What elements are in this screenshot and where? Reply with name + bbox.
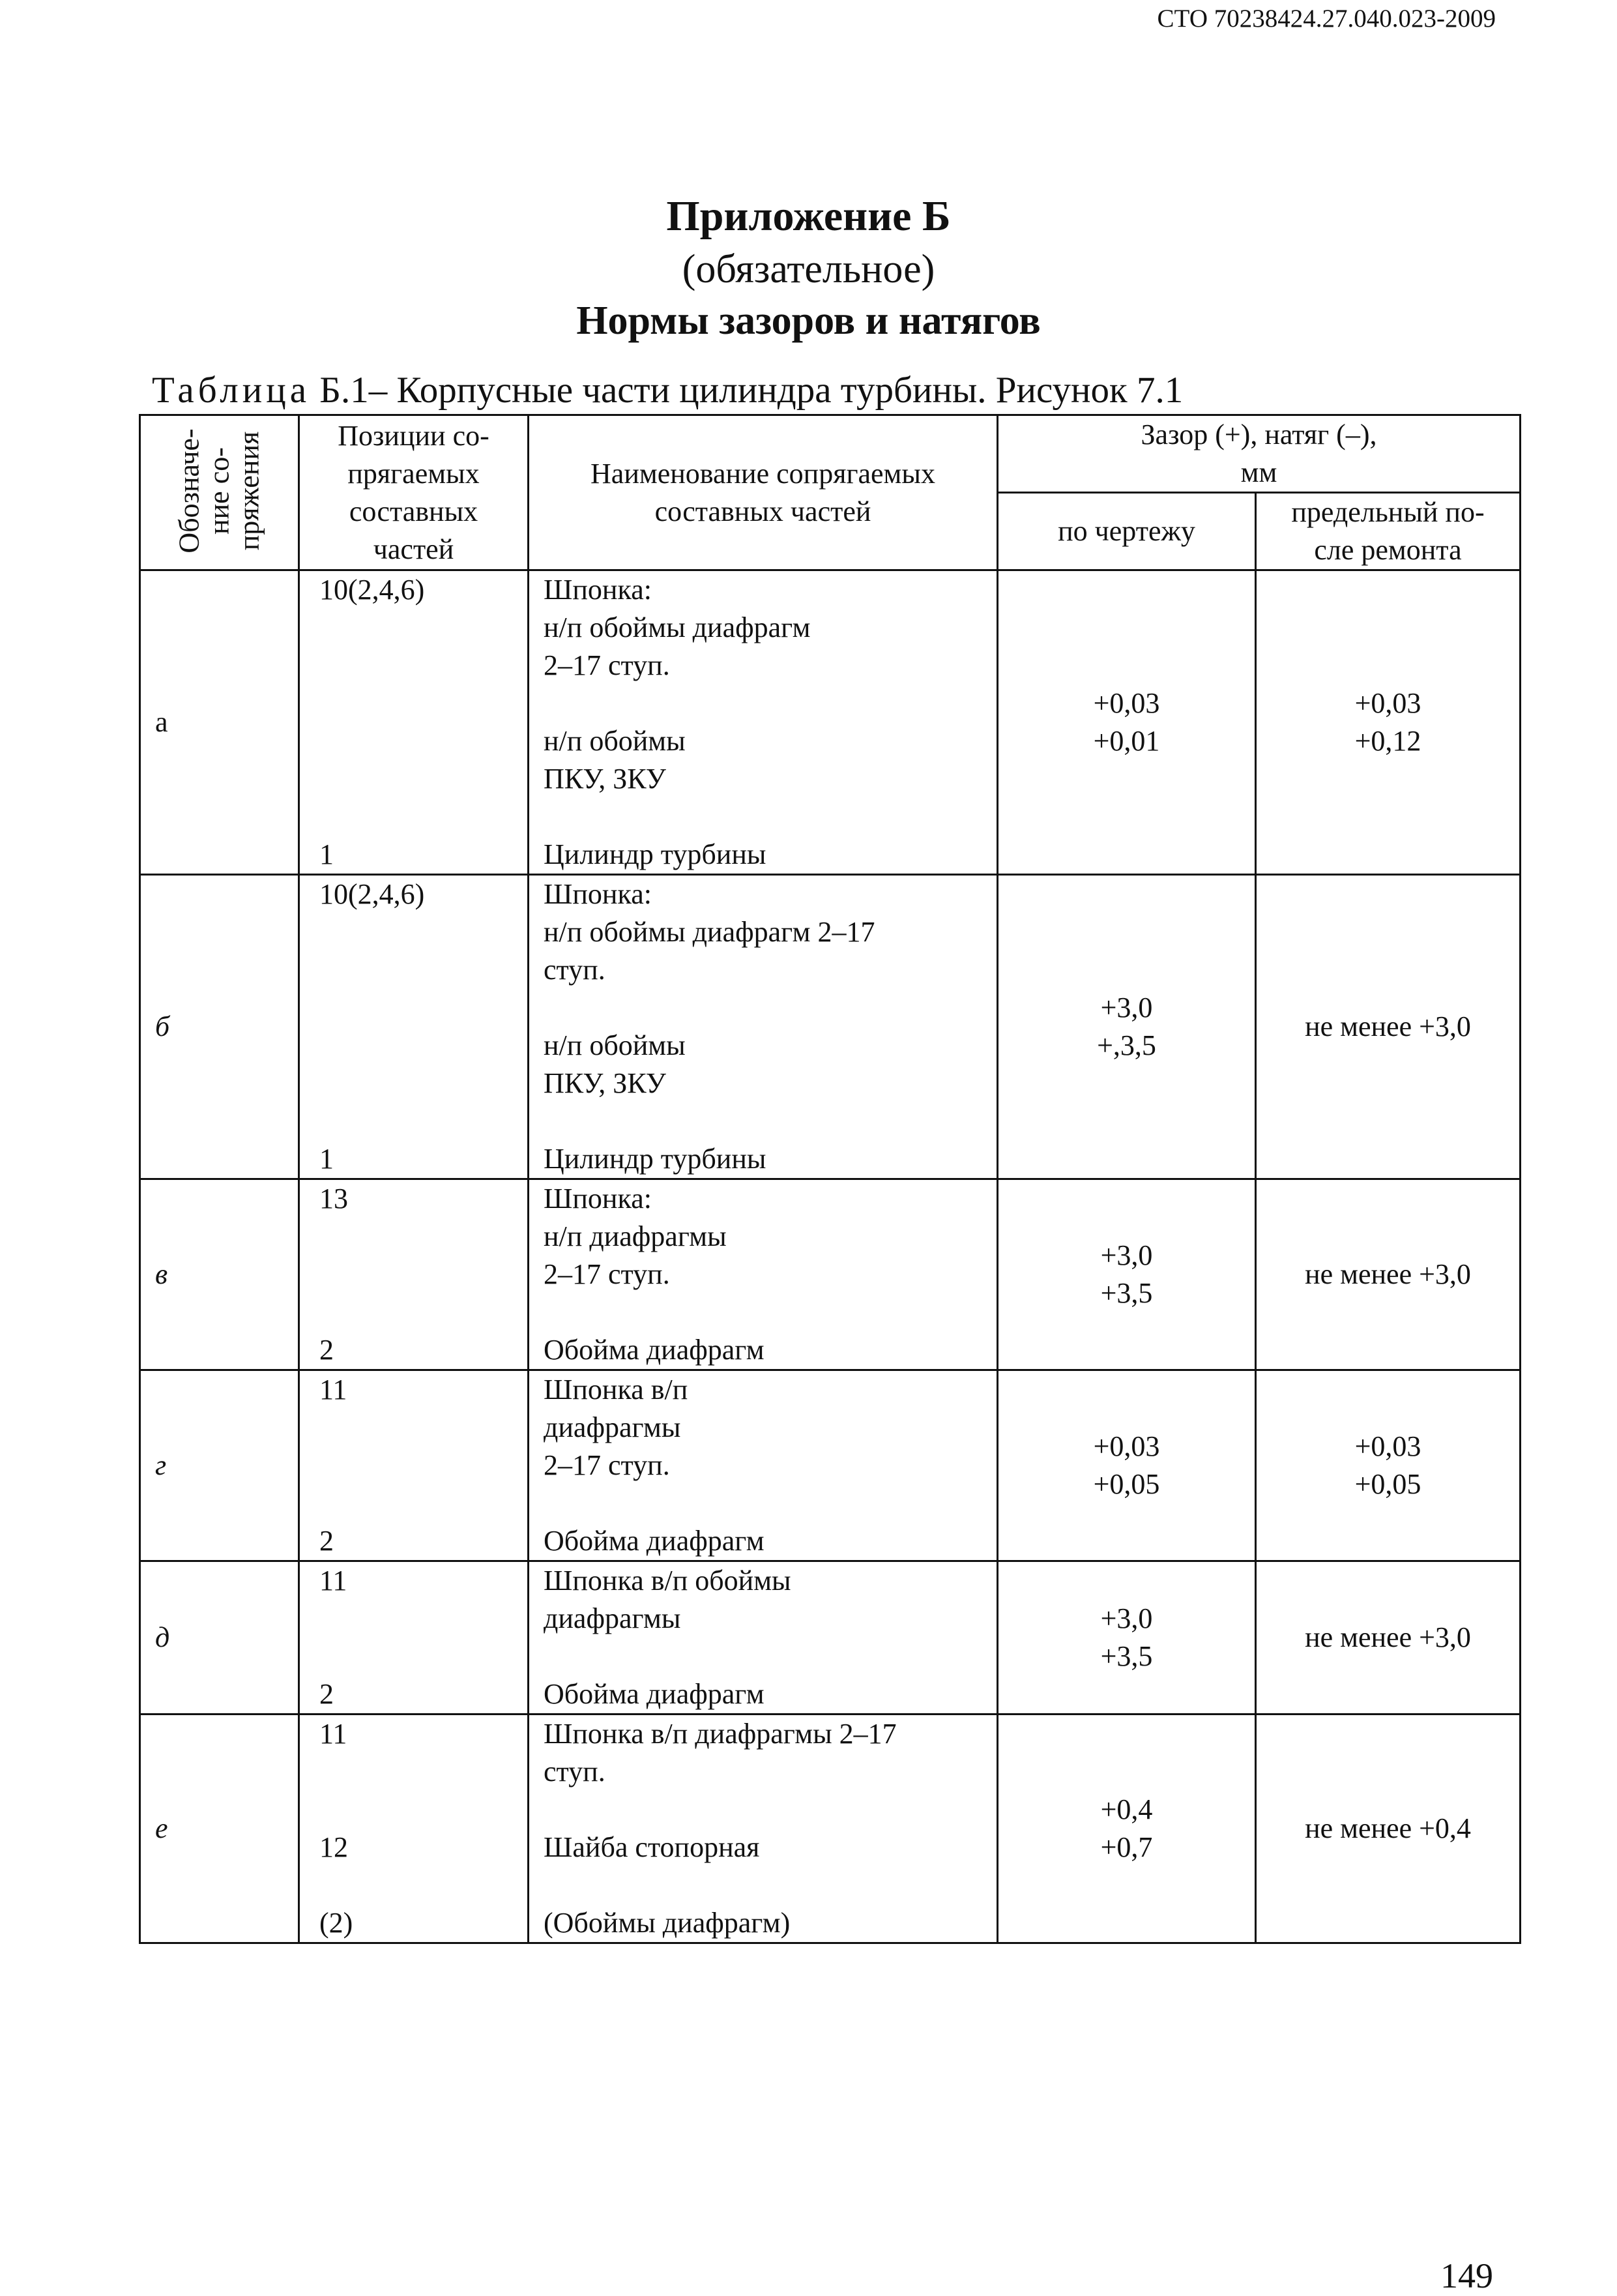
cell-positions-line: 1 xyxy=(319,1143,334,1175)
cell-positions-line: 2 xyxy=(319,1525,334,1557)
header-limit xyxy=(1256,493,1521,570)
header-mark-line: пряжения xyxy=(233,431,265,550)
table-body xyxy=(140,570,1521,1943)
cell-part-name-line xyxy=(544,1293,997,1331)
cell-positions xyxy=(299,1370,529,1561)
cell-part-name-line: 2–17 ступ. xyxy=(544,1258,670,1290)
appendix-name: Нормы зазоров и натягов xyxy=(576,298,1041,343)
cell-part-name-line xyxy=(544,1484,997,1522)
cell-part-name-line: Шпонка: xyxy=(544,1183,652,1214)
cell-limit xyxy=(1256,570,1521,875)
cell-part-name-line xyxy=(544,684,997,722)
cell-positions-line xyxy=(319,609,527,647)
cell-part-name xyxy=(529,570,998,875)
cell-limit xyxy=(1256,1179,1521,1370)
cell-positions-line xyxy=(319,1027,527,1065)
cell-positions-line xyxy=(319,989,527,1027)
cell-part-name-line: ПКУ, ЗКУ xyxy=(544,763,666,795)
cell-positions-line xyxy=(319,684,527,722)
cell-part-name-line: Шпонка: xyxy=(544,574,652,606)
cell-limit-line: +0,03 xyxy=(1354,687,1421,719)
cell-part-name xyxy=(529,1561,998,1715)
cell-positions-line: 12 xyxy=(319,1831,348,1863)
cell-by-drawing-line: +0,7 xyxy=(1100,1831,1153,1863)
header-text: Позиции со- xyxy=(338,419,489,452)
cell-by-drawing-line: +0,01 xyxy=(1093,725,1160,757)
cell-part-name-line: диафрагмы xyxy=(544,1411,681,1443)
header-text: сле ремонта xyxy=(1314,534,1462,566)
clearance-table xyxy=(139,414,1521,1944)
cell-positions-line: 1 xyxy=(319,838,334,870)
header-text: составных xyxy=(349,495,478,527)
table-row xyxy=(140,1370,1521,1561)
title-block xyxy=(0,189,1617,346)
cell-by-drawing-line: +0,05 xyxy=(1093,1468,1160,1500)
cell-limit-line: не менее +3,0 xyxy=(1305,1258,1471,1290)
cell-by-drawing xyxy=(998,875,1256,1179)
cell-part-name-line: ступ. xyxy=(544,1756,605,1788)
cell-positions-line xyxy=(319,647,527,684)
cell-limit-line: не менее +0,4 xyxy=(1305,1812,1471,1844)
cell-limit-line: +0,05 xyxy=(1354,1468,1421,1500)
cell-part-name xyxy=(529,1179,998,1370)
table-row xyxy=(140,1715,1521,1943)
cell-by-drawing xyxy=(998,1561,1256,1715)
header-text: предельный по- xyxy=(1291,496,1485,528)
header-part-name xyxy=(529,415,998,570)
cell-limit xyxy=(1256,1715,1521,1943)
cell-positions-line xyxy=(319,1218,527,1256)
cell-part-name-line: ступ. xyxy=(544,954,605,986)
cell-positions-line: 11 xyxy=(319,1565,347,1597)
cell-by-drawing-line: +0,03 xyxy=(1093,687,1160,719)
header-positions xyxy=(299,415,529,570)
table-caption xyxy=(152,369,1183,411)
cell-positions-line xyxy=(319,1293,527,1331)
appendix-title: Приложение Б xyxy=(666,192,951,240)
table-row xyxy=(140,1179,1521,1370)
cell-part-name-line: Обойма диафрагм xyxy=(544,1525,765,1557)
cell-limit xyxy=(1256,1370,1521,1561)
header-text: составных частей xyxy=(654,495,871,527)
cell-part-name-line: Шпонка в/п обоймы xyxy=(544,1565,791,1597)
cell-positions-line xyxy=(319,913,527,951)
header-text: прягаемых xyxy=(347,457,480,490)
cell-part-name-line: диафрагмы xyxy=(544,1602,681,1634)
cell-positions xyxy=(299,1561,529,1715)
header-mark-line: ние со- xyxy=(203,447,235,535)
cell-positions xyxy=(299,1715,529,1943)
cell-part-name-line: н/п обоймы диафрагм xyxy=(544,611,811,643)
document-code: СТО 70238424.27.040.023-2009 xyxy=(1157,5,1496,33)
cell-positions-line xyxy=(319,1638,527,1675)
cell-positions-line: 10(2,4,6) xyxy=(319,878,425,910)
header-text: Наименование сопрягаемых xyxy=(590,457,935,490)
cell-by-drawing-line: +3,0 xyxy=(1100,992,1153,1023)
cell-by-drawing-line: +0,4 xyxy=(1100,1793,1153,1825)
cell-positions-line xyxy=(319,760,527,798)
header-gap xyxy=(998,415,1521,493)
cell-positions-line xyxy=(319,722,527,760)
cell-part-name-line: Шайба стопорная xyxy=(544,1831,760,1863)
cell-by-drawing-line: +3,5 xyxy=(1100,1640,1153,1672)
cell-positions-line xyxy=(319,1484,527,1522)
cell-part-name-line: Шпонка в/п xyxy=(544,1374,688,1406)
cell-part-name xyxy=(529,1370,998,1561)
cell-part-name-line: Цилиндр турбины xyxy=(544,1143,766,1175)
cell-mark: в xyxy=(140,1179,299,1370)
cell-limit-line: +0,12 xyxy=(1354,725,1421,757)
cell-positions xyxy=(299,570,529,875)
page-number: 149 xyxy=(1440,2256,1493,2295)
cell-part-name-line: ПКУ, ЗКУ xyxy=(544,1067,666,1099)
cell-part-name-line xyxy=(544,1791,997,1829)
cell-part-name-line xyxy=(544,1102,997,1140)
cell-positions-line: 2 xyxy=(319,1334,334,1366)
cell-positions-line xyxy=(319,1065,527,1102)
table-caption-text: Б.1– Корпусные части цилиндра турбины. Рисунок 7.1 xyxy=(310,370,1184,411)
cell-positions-line: (2) xyxy=(319,1907,353,1939)
cell-positions xyxy=(299,875,529,1179)
cell-by-drawing-line: +3,5 xyxy=(1100,1277,1153,1309)
cell-limit-line: +0,03 xyxy=(1354,1430,1421,1462)
cell-mark: г xyxy=(140,1370,299,1561)
header-text: мм xyxy=(1240,456,1277,488)
table-row xyxy=(140,1561,1521,1715)
table-row xyxy=(140,875,1521,1179)
cell-by-drawing-line: +3,0 xyxy=(1100,1239,1153,1271)
cell-by-drawing xyxy=(998,1370,1256,1561)
cell-part-name-line: н/п обоймы xyxy=(544,1029,686,1061)
table-row xyxy=(140,570,1521,875)
cell-limit xyxy=(1256,1561,1521,1715)
cell-part-name xyxy=(529,875,998,1179)
cell-by-drawing xyxy=(998,1715,1256,1943)
cell-part-name-line: 2–17 ступ. xyxy=(544,1449,670,1481)
cell-mark: д xyxy=(140,1561,299,1715)
cell-part-name-line xyxy=(544,989,997,1027)
cell-limit xyxy=(1256,875,1521,1179)
cell-positions-line xyxy=(319,1791,527,1829)
cell-part-name-line: н/п обоймы диафрагм 2–17 xyxy=(544,916,875,948)
cell-part-name-line: Обойма диафрагм xyxy=(544,1334,765,1366)
cell-positions-line xyxy=(319,1256,527,1293)
appendix-status: (обязательное) xyxy=(682,246,935,291)
header-text: частей xyxy=(373,533,454,565)
cell-part-name-line: (Обоймы диафрагм) xyxy=(544,1907,791,1939)
cell-positions-line xyxy=(319,1102,527,1140)
cell-part-name-line: 2–17 ступ. xyxy=(544,649,670,681)
cell-positions xyxy=(299,1179,529,1370)
cell-positions-line: 13 xyxy=(319,1183,348,1214)
cell-positions-line xyxy=(319,951,527,989)
header-mark xyxy=(140,415,299,570)
cell-positions-line: 10(2,4,6) xyxy=(319,574,425,606)
cell-positions-line xyxy=(319,1866,527,1904)
cell-part-name-line: н/п обоймы xyxy=(544,725,686,757)
cell-by-drawing-line: +,3,5 xyxy=(1097,1029,1156,1061)
header-mark-rotated xyxy=(174,428,264,553)
cell-part-name-line: Цилиндр турбины xyxy=(544,838,766,870)
cell-positions-line: 11 xyxy=(319,1718,347,1750)
cell-positions-line xyxy=(319,798,527,836)
cell-part-name-line: Обойма диафрагм xyxy=(544,1678,765,1710)
cell-part-name-line: Шпонка: xyxy=(544,878,652,910)
cell-positions-line xyxy=(319,1600,527,1638)
cell-part-name-line xyxy=(544,1638,997,1675)
cell-by-drawing-line: +3,0 xyxy=(1100,1602,1153,1634)
header-mark-line: Обозначе- xyxy=(173,428,205,553)
cell-by-drawing xyxy=(998,570,1256,875)
cell-part-name-line xyxy=(544,1866,997,1904)
cell-positions-line: 2 xyxy=(319,1678,334,1710)
cell-mark: е xyxy=(140,1715,299,1943)
cell-by-drawing xyxy=(998,1179,1256,1370)
cell-positions-line xyxy=(319,1447,527,1484)
cell-positions-line: 11 xyxy=(319,1374,347,1406)
cell-mark: б xyxy=(140,875,299,1179)
cell-mark: а xyxy=(140,570,299,875)
cell-positions-line xyxy=(319,1409,527,1447)
cell-limit-line: не менее +3,0 xyxy=(1305,1621,1471,1653)
cell-part-name-line: Шпонка в/п диафрагмы 2–17 xyxy=(544,1718,897,1750)
cell-limit-line: не менее +3,0 xyxy=(1305,1010,1471,1042)
cell-by-drawing-line: +0,03 xyxy=(1093,1430,1160,1462)
cell-part-name-line xyxy=(544,798,997,836)
header-text: Зазор (+), натяг (–), xyxy=(1141,419,1377,450)
cell-positions-line xyxy=(319,1753,527,1791)
cell-part-name xyxy=(529,1715,998,1943)
table-caption-prefix: Таблица xyxy=(152,370,311,411)
header-by-drawing: по чертежу xyxy=(998,493,1256,570)
cell-part-name-line: н/п диафрагмы xyxy=(544,1220,727,1252)
